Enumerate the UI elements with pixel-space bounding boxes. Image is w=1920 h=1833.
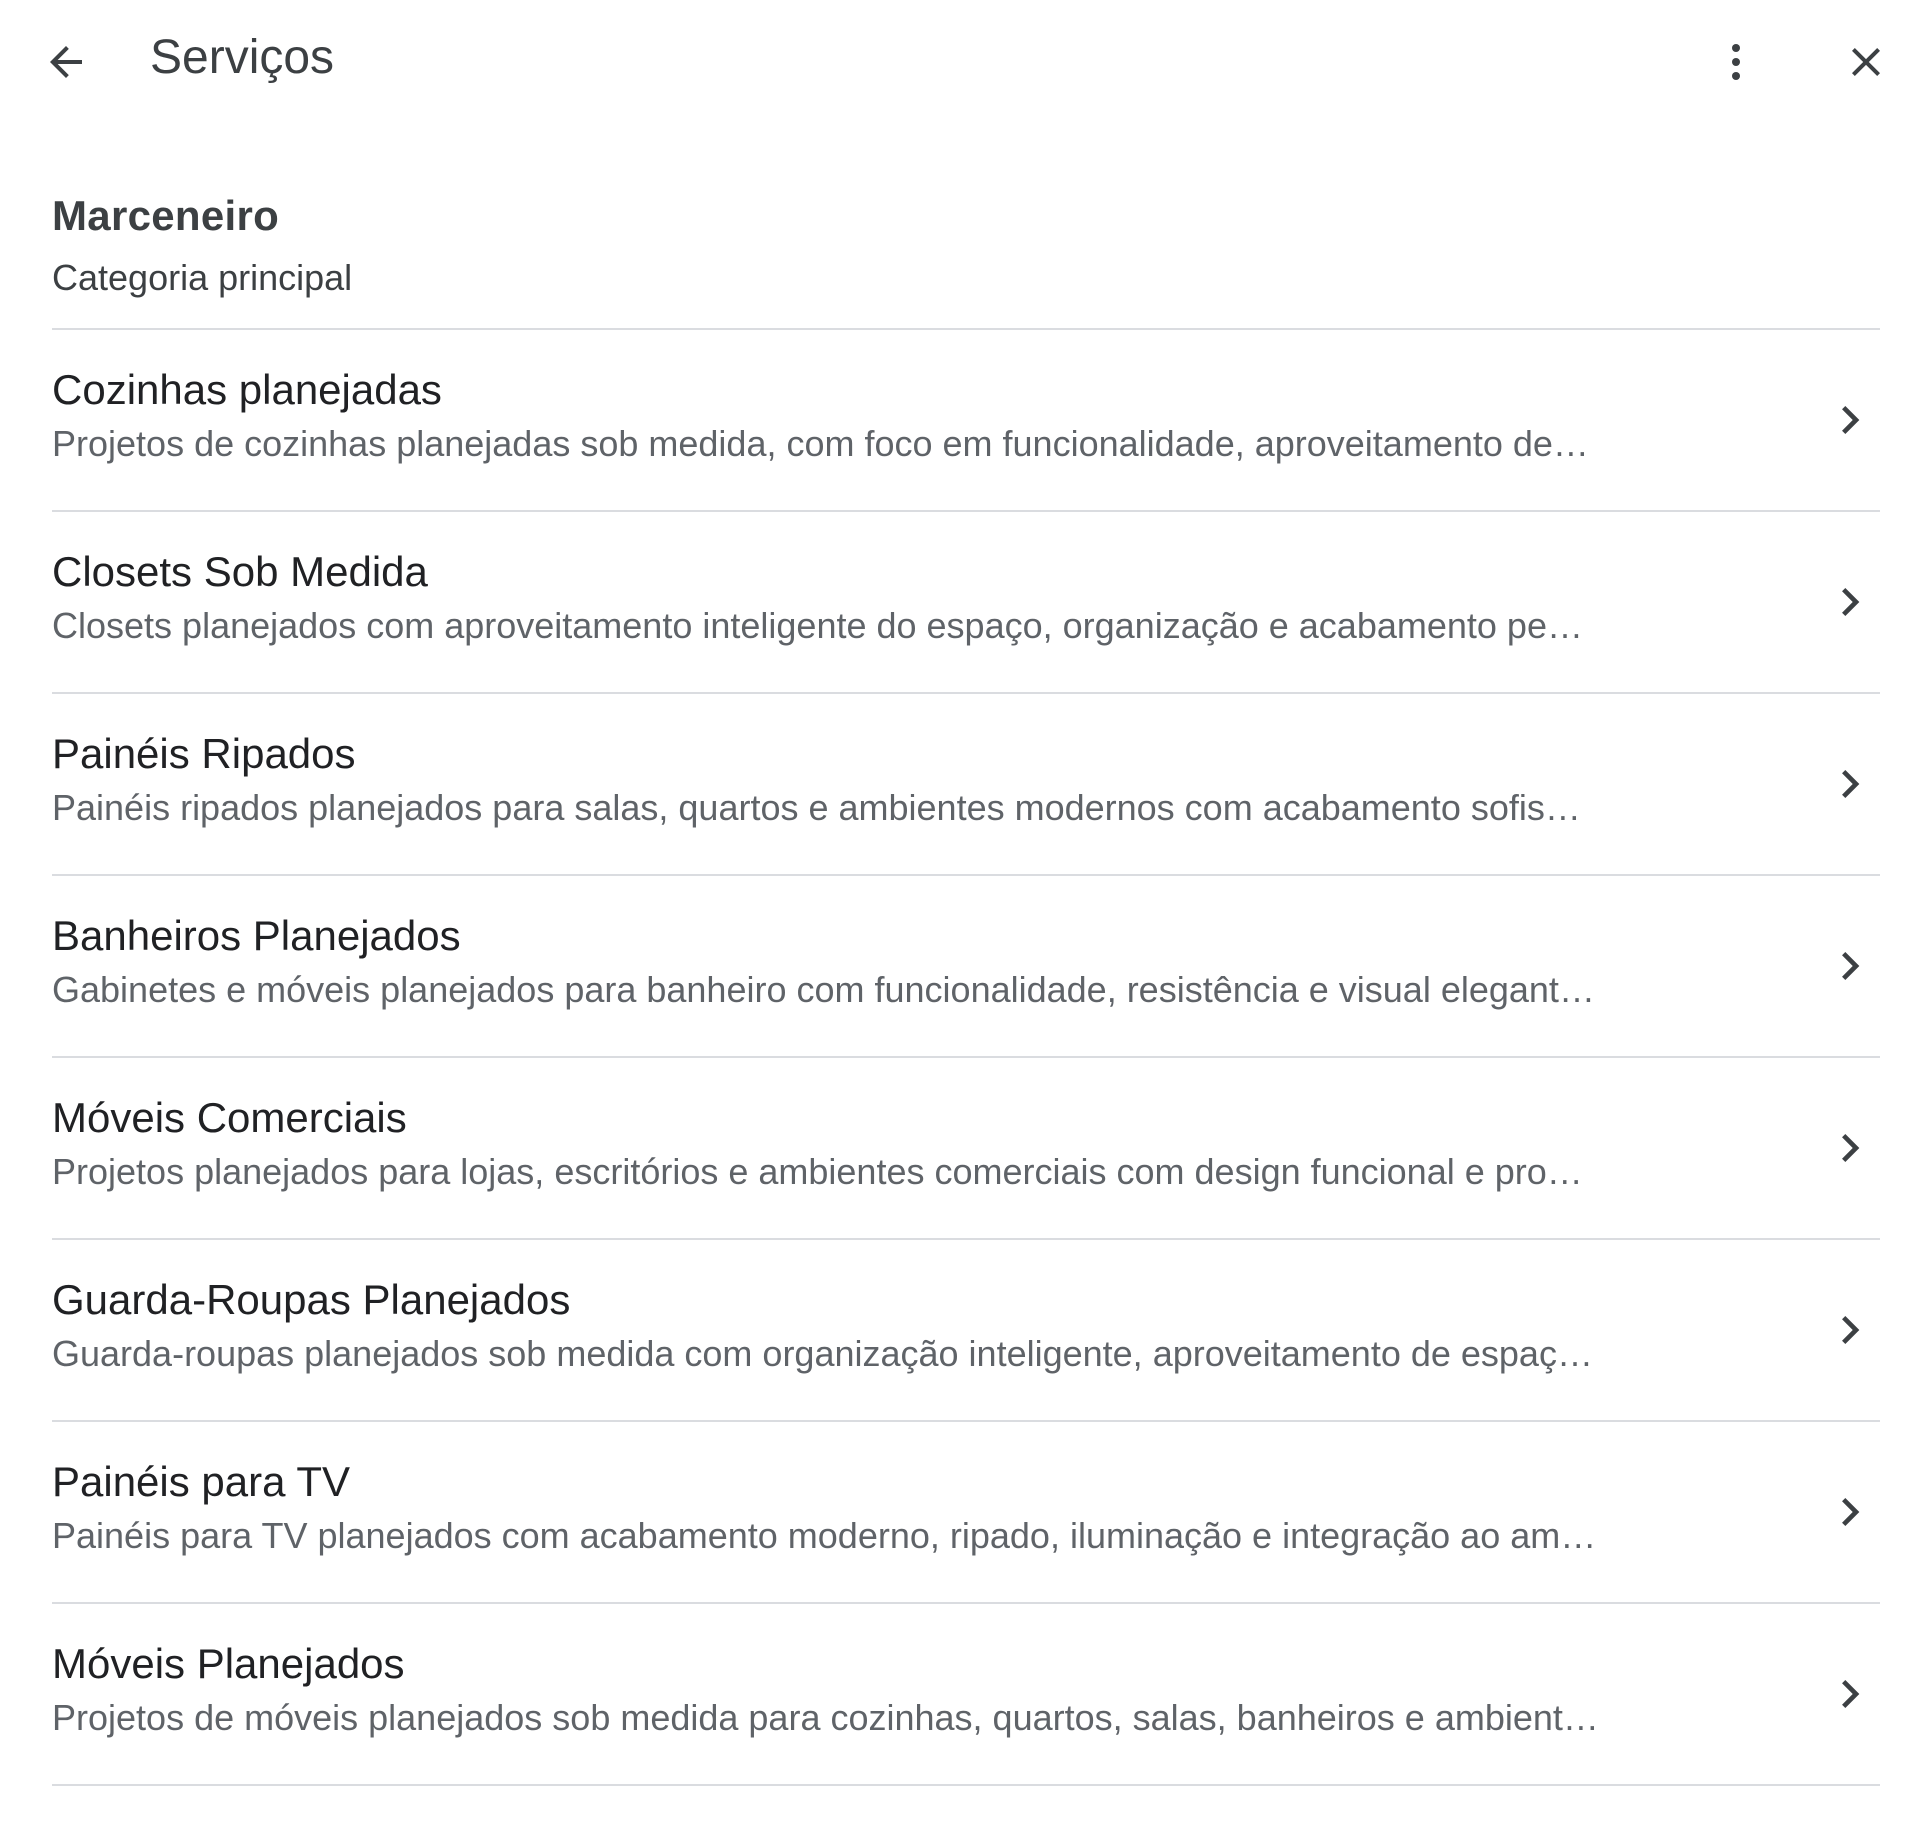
service-item[interactable] xyxy=(52,876,1880,1058)
chevron-right-icon xyxy=(1820,1300,1880,1360)
chevron-right-icon xyxy=(1820,572,1880,632)
chevron-right-icon xyxy=(1820,1482,1880,1542)
chevron-right-icon xyxy=(1820,1118,1880,1178)
primary-category xyxy=(52,180,1880,330)
service-item[interactable] xyxy=(52,1240,1880,1422)
service-description: Projetos de móveis planejados sob medida para cozinhas, quartos, salas, banheiros e ambient… xyxy=(52,1697,1599,1738)
service-description: Projetos de cozinhas planejadas sob medida, com foco em funcionalidade, aproveitamento de… xyxy=(52,423,1589,464)
service-item[interactable] xyxy=(52,694,1880,876)
service-description: Guarda-roupas planejados sob medida com organização inteligente, aproveitamento de espaç… xyxy=(52,1333,1593,1374)
services-list xyxy=(52,180,1880,1786)
page-title: Serviços xyxy=(150,31,335,84)
category-label: Categoria principal xyxy=(52,257,353,298)
service-name: Painéis para TV xyxy=(52,1458,351,1505)
service-description: Painéis para TV planejados com acabamento moderno, ripado, iluminação e integração ao am… xyxy=(52,1515,1597,1556)
service-item[interactable] xyxy=(52,1422,1880,1604)
chevron-right-icon xyxy=(1820,936,1880,996)
service-item[interactable] xyxy=(52,1604,1880,1786)
service-name: Móveis Comerciais xyxy=(52,1094,407,1141)
service-description: Closets planejados com aproveitamento inteligente do espaço, organização e acabamento pe… xyxy=(52,605,1583,646)
close-icon xyxy=(1842,38,1890,86)
service-name: Guarda-Roupas Planejados xyxy=(52,1276,571,1323)
service-item[interactable] xyxy=(52,330,1880,512)
more-vert-icon xyxy=(1712,38,1760,86)
service-item[interactable] xyxy=(52,1058,1880,1240)
category-name: Marceneiro xyxy=(52,192,280,239)
service-name: Móveis Planejados xyxy=(52,1640,405,1687)
chevron-right-icon xyxy=(1820,1664,1880,1724)
service-description: Painéis ripados planejados para salas, quartos e ambientes modernos com acabamento sofis… xyxy=(52,787,1581,828)
service-description: Gabinetes e móveis planejados para banheiro com funcionalidade, resistência e visual elegant… xyxy=(52,969,1595,1010)
service-name: Cozinhas planejadas xyxy=(52,366,442,413)
service-name: Closets Sob Medida xyxy=(52,548,428,595)
dialog-header xyxy=(0,0,1920,130)
chevron-right-icon xyxy=(1820,390,1880,450)
more-options-button[interactable] xyxy=(1700,26,1772,98)
close-button[interactable] xyxy=(1830,26,1902,98)
back-button[interactable] xyxy=(30,26,102,98)
service-name: Banheiros Planejados xyxy=(52,912,461,959)
service-item[interactable] xyxy=(52,512,1880,694)
service-description: Projetos planejados para lojas, escritórios e ambientes comerciais com design funcional e pro… xyxy=(52,1151,1583,1192)
service-name: Painéis Ripados xyxy=(52,730,356,777)
arrow-back-icon xyxy=(42,38,90,86)
chevron-right-icon xyxy=(1820,754,1880,814)
